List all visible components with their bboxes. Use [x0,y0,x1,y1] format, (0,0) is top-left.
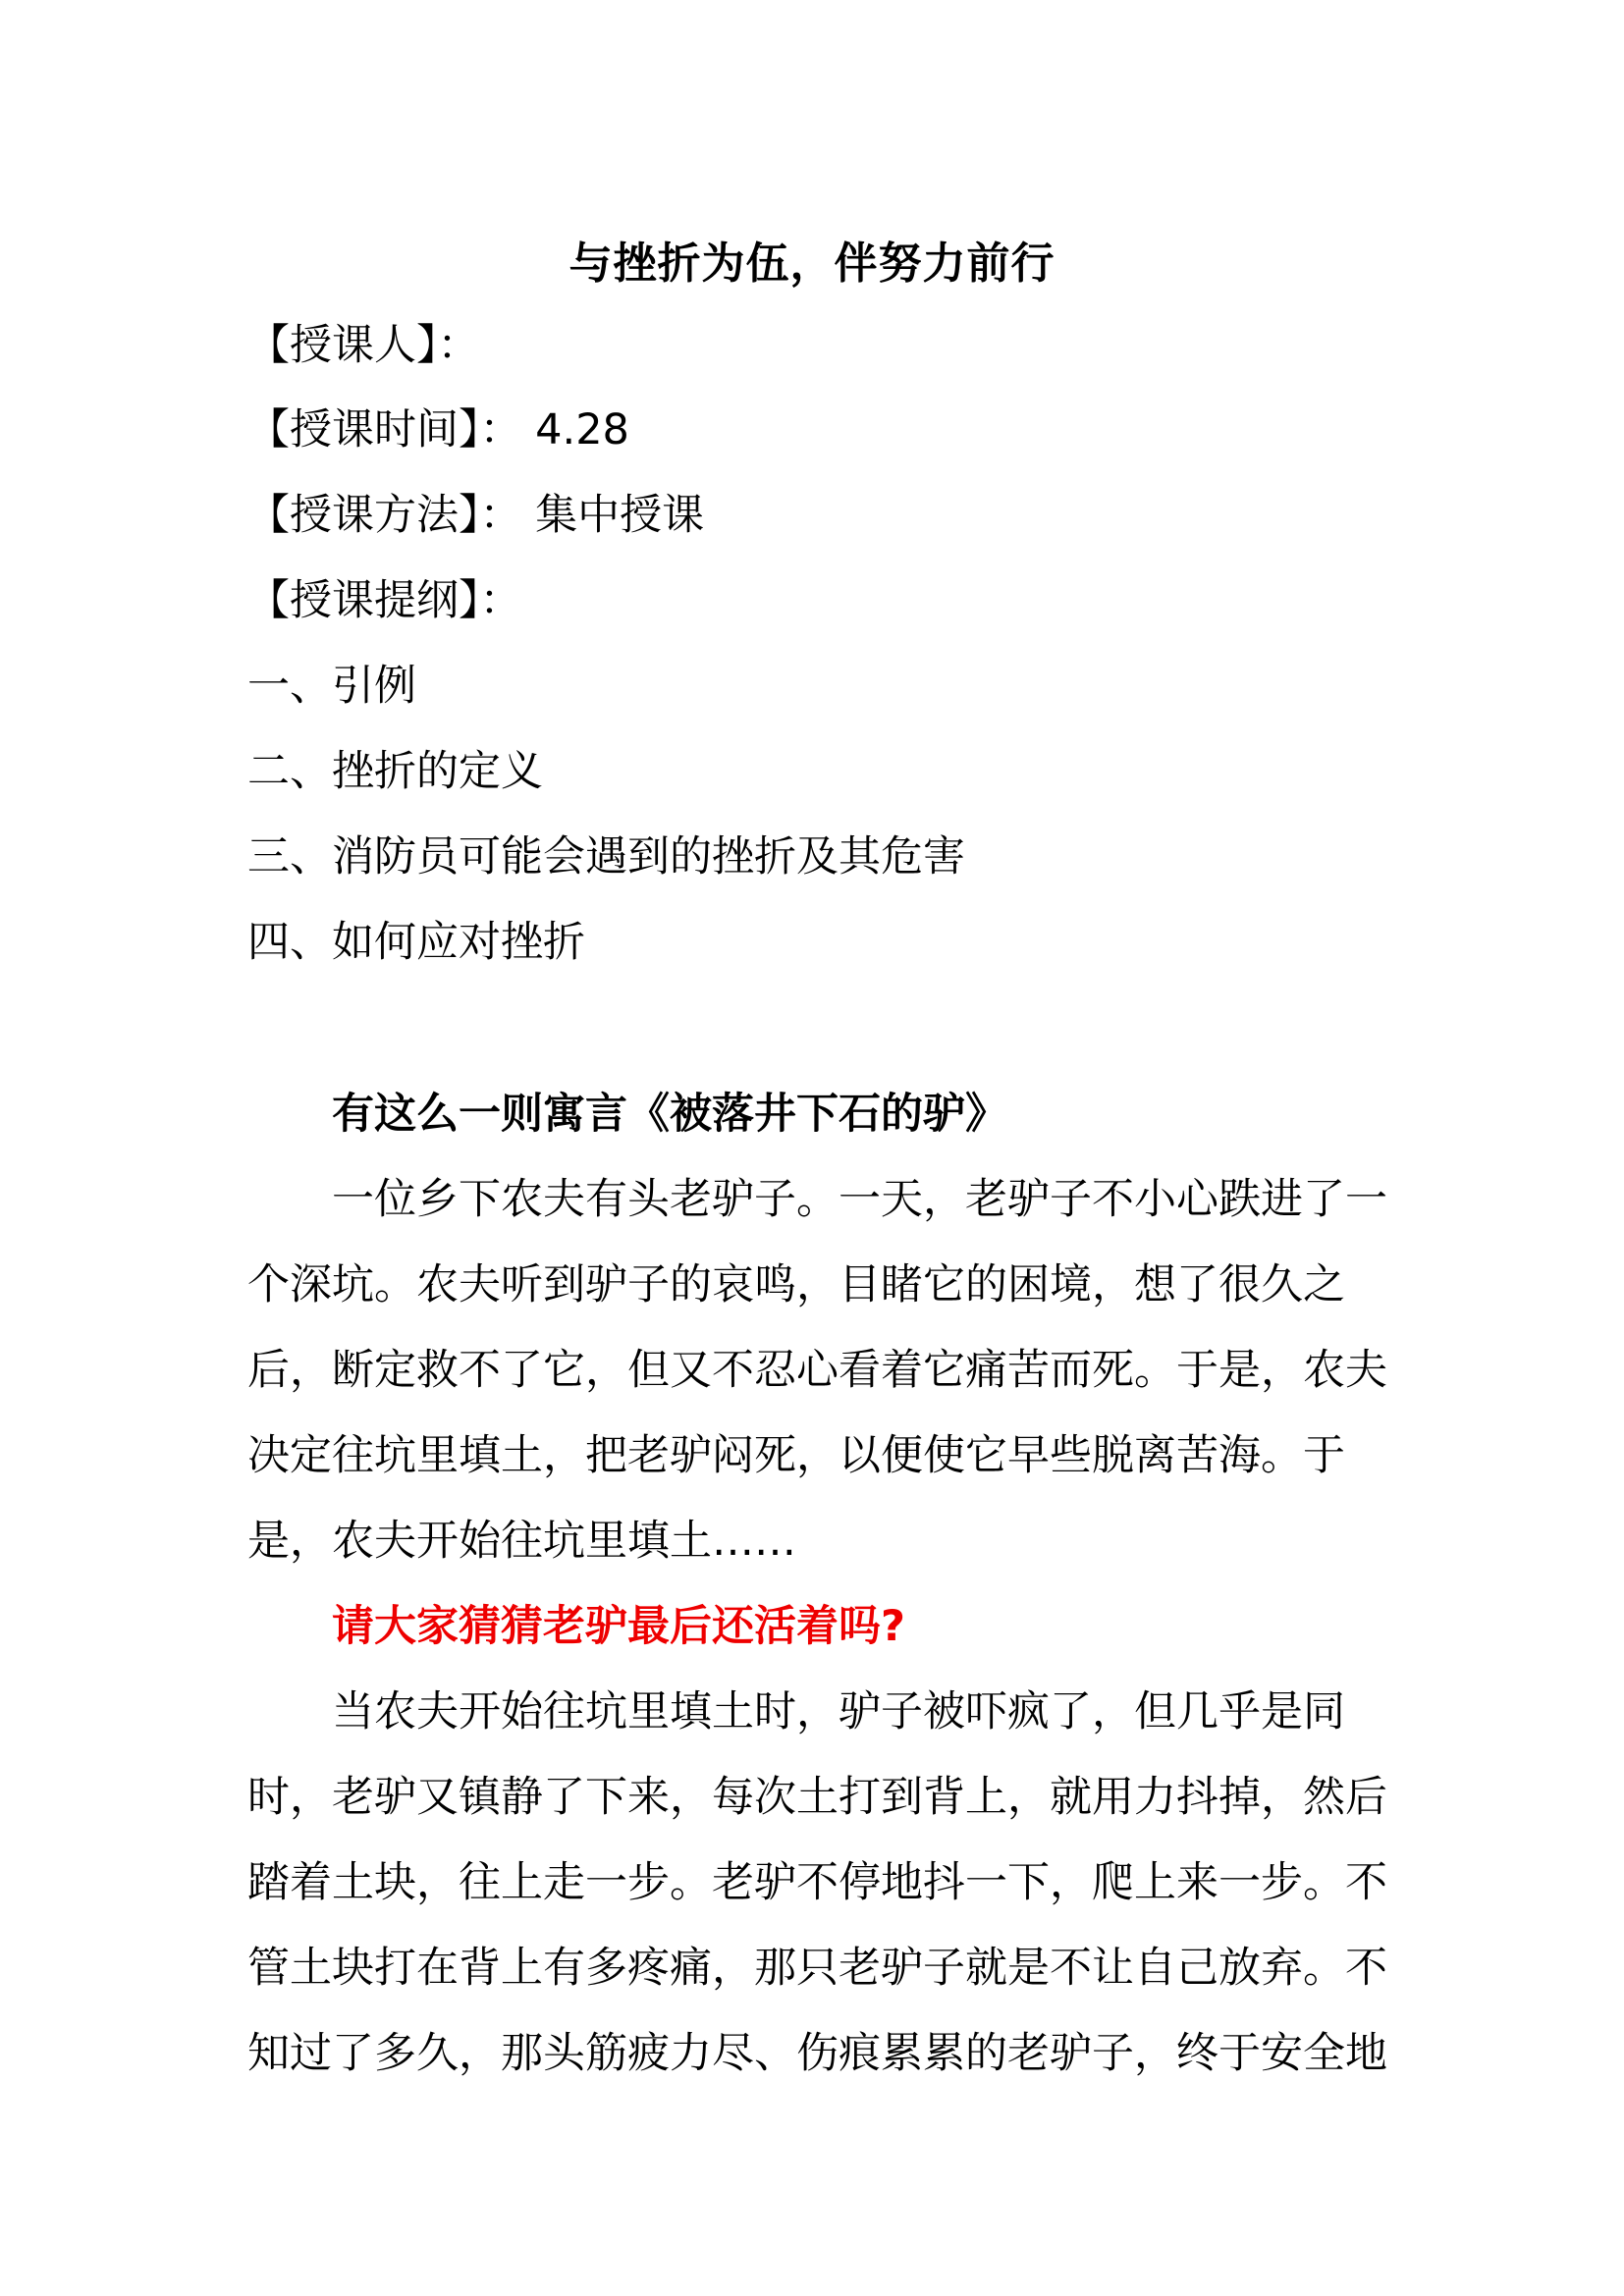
meta-outline-label: 【授课提纲】： [247,576,522,625]
outline-item: 二、挫折的定义 [247,747,543,796]
question-text: 请大家猜猜老驴最后还活着吗? [332,1602,905,1651]
paragraph2-line: 管土块打在背上有多疼痛，那只老驴子就是不让自己放弃。不 [247,1944,1387,1993]
outline-item: 三、消防员可能会遇到的挫折及其危害 [247,832,965,881]
meta-instructor-label: 【授课人】： [247,321,480,370]
outline-item: 一、引例 [247,662,416,711]
paragraph1-line: 是，农夫开始往坑里填土…… [247,1517,796,1566]
paragraph2-line: 当农夫开始往坑里填土时，驴子被吓疯了，但几乎是同 [332,1687,1345,1736]
paragraph1-line: 后，断定救不了它，但又不忍心看着它痛苦而死。于是，农夫 [247,1346,1387,1395]
meta-outline [247,571,522,630]
paragraph1-line: 个深坑。农夫听到驴子的哀鸣，目睹它的困境，想了很久之 [247,1260,1345,1309]
fable-heading: 有这么一则寓言《被落井下石的驴》 [332,1090,1007,1139]
meta-instructor [247,316,480,375]
paragraph2-line: 时，老驴又镇静了下来，每次土打到背上，就用力抖掉，然后 [247,1773,1387,1822]
meta-time-value: 4.28 [535,405,629,454]
meta-method [247,486,704,545]
meta-method-label: 【授课方法】： [247,491,522,540]
paragraph1-line: 决定往坑里填土，把老驴闷死，以便使它早些脱离苦海。于 [247,1431,1345,1480]
paragraph2-line: 踏着土块，往上走一步。老驴不停地抖一下，爬上来一步。不 [247,1858,1387,1907]
document-title: 与挫折为伍，伴努力前行 [568,239,1056,289]
outline-item: 四、如何应对挫折 [247,918,585,967]
meta-method-value: 集中授课 [535,491,705,540]
paragraph1-line: 一位乡下农夫有头老驴子。一天，老驴子不小心跌进了一 [332,1175,1387,1224]
meta-time [247,400,629,459]
paragraph2-line: 知过了多久，那头筋疲力尽、伤痕累累的老驴子，终于安全地 [247,2029,1387,2078]
meta-time-label: 【授课时间】： [247,405,522,454]
